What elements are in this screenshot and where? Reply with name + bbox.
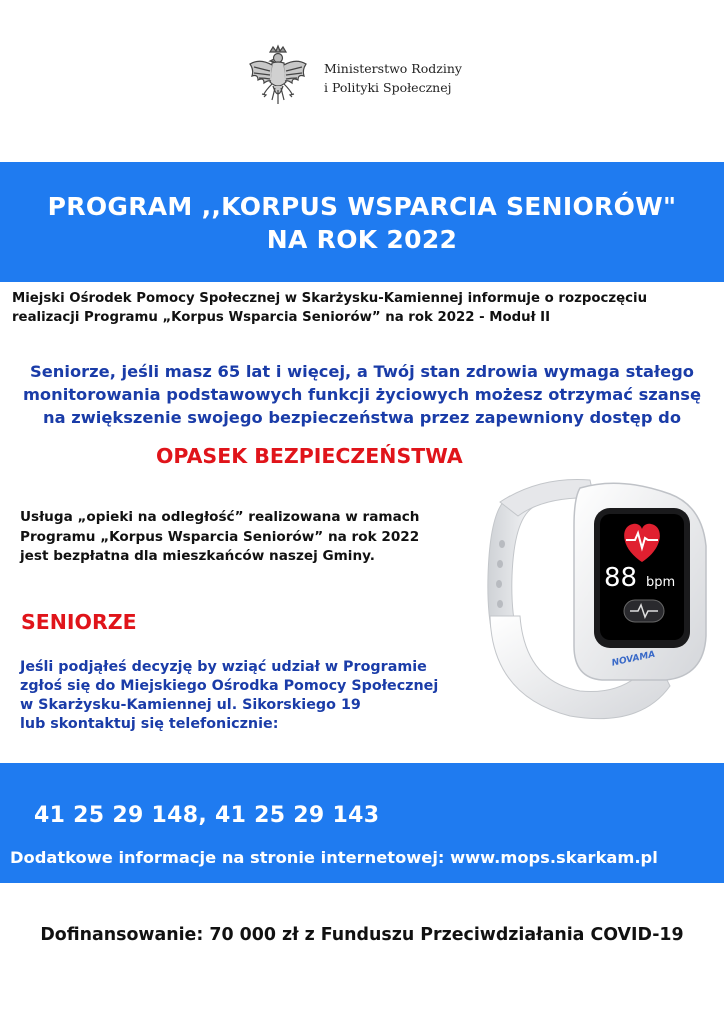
bpm-unit: bpm xyxy=(646,575,676,590)
contact-instructions xyxy=(20,658,470,734)
brand-label: NOVAMA xyxy=(610,649,657,669)
opasek-heading: OPASEK BEZPIECZEŃSTWA xyxy=(156,444,463,468)
service-line-1: Usługa „opieki na odległość” realizowana w ramach xyxy=(20,509,420,525)
ministry-logo xyxy=(246,44,496,114)
intro-line-2: realizacji Programu „Korpus Wsparcia Seniorów” na rok 2022 - Moduł II xyxy=(12,310,551,325)
bpm-value: 88 xyxy=(604,563,638,593)
ministry-line-2: i Polityki Społecznej xyxy=(324,80,452,95)
decision-line-1: Jeśli podjąłeś decyzję by wziąć udział w Programie xyxy=(20,659,427,675)
program-title-line-2: NA ROK 2022 xyxy=(266,225,458,254)
polish-eagle-emblem-icon xyxy=(246,44,310,112)
service-line-3: jest bezpłatna dla mieszkańców naszej Gminy. xyxy=(20,548,375,564)
ministry-name xyxy=(324,59,462,97)
appeal-line-1: Seniorze, jeśli masz 65 lat i więcej, a Twój stan zdrowia wymaga stałego xyxy=(30,362,694,381)
senior-appeal-text xyxy=(8,360,716,429)
decision-line-3: w Skarżysku-Kamiennej ul. Sikorskiego 19 xyxy=(20,697,361,713)
decision-line-2: zgłoś się do Miejskiego Ośrodka Pomocy Społecznej xyxy=(20,678,439,694)
service-description xyxy=(20,508,460,567)
title-banner xyxy=(0,162,724,282)
contact-banner xyxy=(0,763,724,883)
seniorze-heading: SENIORZE xyxy=(21,610,137,634)
ministry-line-1: Ministerstwo Rodziny xyxy=(324,61,462,76)
appeal-line-3: na zwiększenie swojego bezpieczeństwa przez zapewniony dostęp do xyxy=(42,408,682,427)
intro-text xyxy=(12,289,712,327)
decision-line-4: lub skontaktuj się telefonicznie: xyxy=(20,716,279,732)
phone-numbers: 41 25 29 148, 41 25 29 143 xyxy=(34,803,380,828)
website-info: Dodatkowe informacje na stronie internetowej: www.mops.skarkam.pl xyxy=(10,848,658,867)
intro-line-1: Miejski Ośrodek Pomocy Społecznej w Skarżysku-Kamiennej informuje o rozpoczęciu xyxy=(12,291,648,306)
program-title xyxy=(0,190,724,256)
program-title-line-1: PROGRAM ,,KORPUS WSPARCIA SENIORÓW" xyxy=(47,192,677,221)
funding-note: Dofinansowanie: 70 000 zł z Funduszu Przeciwdziałania COVID-19 xyxy=(40,925,684,945)
appeal-line-2: monitorowania podstawowych funkcji życiowych możesz otrzymać szansę xyxy=(22,385,702,404)
service-line-2: Programu „Korpus Wsparcia Seniorów” na rok 2022 xyxy=(20,528,420,545)
safety-band-image xyxy=(470,466,720,738)
